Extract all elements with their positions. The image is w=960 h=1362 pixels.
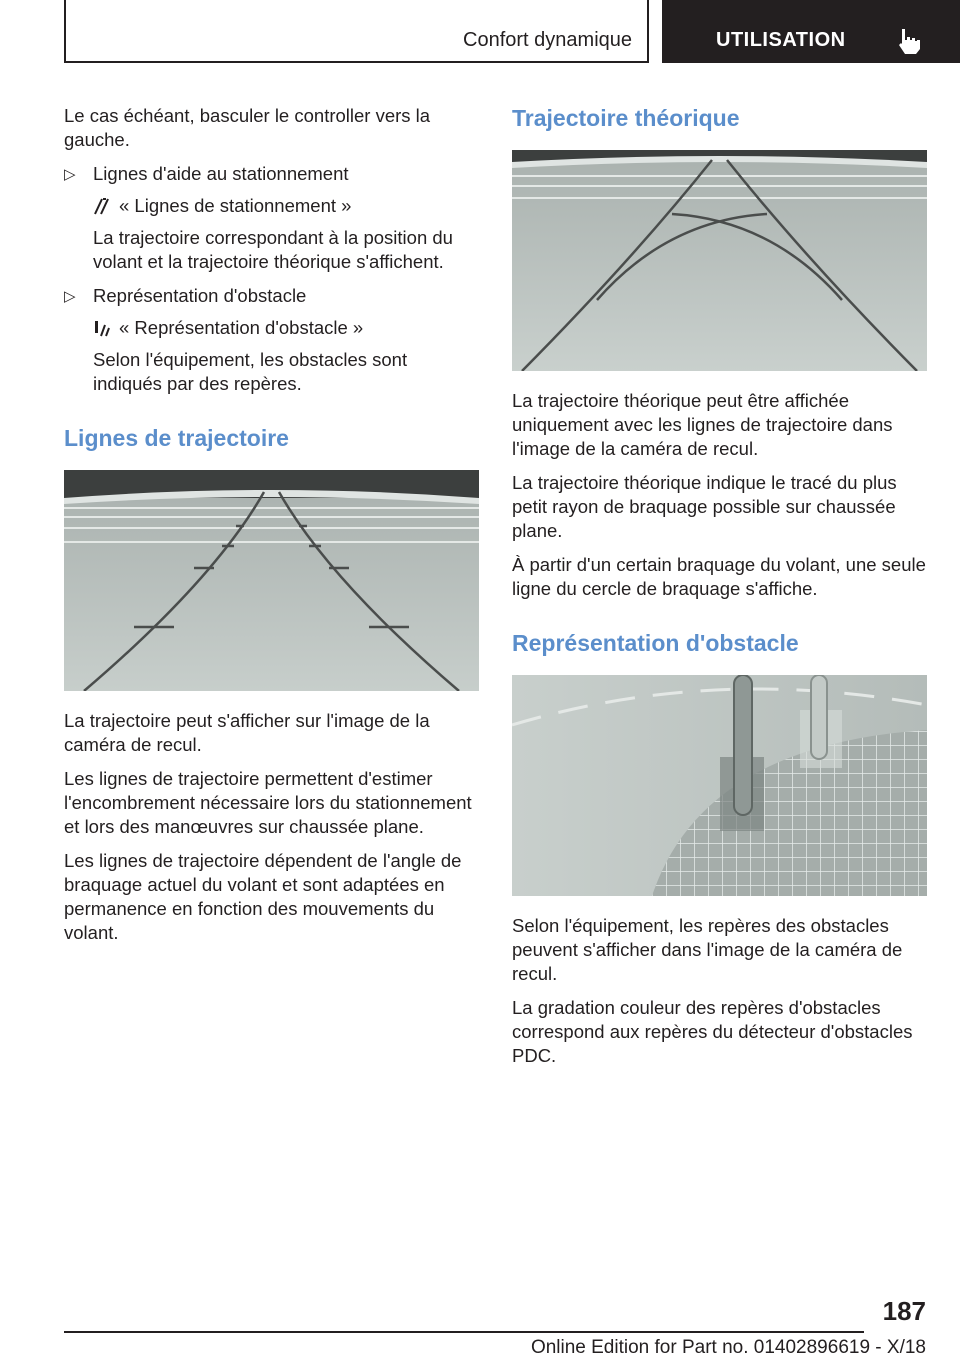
bullet-option: « Lignes de stationnement »: [119, 195, 352, 216]
bullet-parking-lines: [64, 162, 479, 274]
paragraph: La trajectoire théorique indique le tracé du plus petit rayon de braquage possible sur chaussée plane.: [512, 472, 897, 541]
left-column: [64, 104, 479, 955]
theoretical-trajectory-image: [512, 150, 927, 371]
bullet-option: « Représentation d'obstacle »: [119, 317, 364, 338]
page-number: 187: [882, 1296, 926, 1326]
obstacle-display-image: [512, 675, 927, 896]
obstacle-display-icon: [93, 319, 111, 337]
pointing-hand-icon: [896, 27, 922, 55]
paragraph: La trajectoire théorique peut être affichée uniquement avec les lignes de trajectoire dans l'image de la caméra de recul.: [512, 390, 893, 459]
triangle-bullet-icon: ▷: [64, 166, 76, 183]
paragraph: La trajectoire peut s'afficher sur l'image de la caméra de recul.: [64, 710, 430, 755]
section-title: Confort dynamique: [463, 29, 632, 51]
heading-theoretical-trajectory: Trajectoire théorique: [512, 105, 740, 131]
paragraph: Les lignes de trajectoire permettent d'estimer l'encombrement nécessaire lors du stationnement et lors des manœuvres sur chaussée plane.: [64, 768, 472, 837]
bullet-title: Lignes d'aide au stationnement: [93, 163, 349, 184]
chapter-title: UTILISATION: [716, 29, 846, 51]
bullet-obstacle-display: [64, 284, 479, 396]
footer-divider: [64, 1331, 864, 1333]
paragraph: Les lignes de trajectoire dépendent de l'angle de braquage actuel du volant et sont adaptées en permanence en fonction des mouvements du volant.: [64, 850, 462, 943]
triangle-bullet-icon: ▷: [64, 288, 76, 305]
heading-trajectory-lines: Lignes de trajectoire: [64, 425, 289, 451]
paragraph: À partir d'un certain braquage du volant, une seule ligne du cercle de braquage s'affiche.: [512, 554, 926, 599]
paragraph: La gradation couleur des repères d'obstacles correspond aux repères du détecteur d'obstacles PDC.: [512, 997, 913, 1066]
bullet-title: Représentation d'obstacle: [93, 285, 307, 306]
paragraph: Selon l'équipement, les repères des obstacles peuvent s'afficher dans l'image de la caméra de recul.: [512, 915, 903, 984]
bullet-description: Selon l'équipement, les obstacles sont indiqués par des repères.: [93, 349, 408, 394]
trajectory-lines-image: [64, 470, 479, 691]
edition-footer: Online Edition for Part no. 01402896619 - X/18: [530, 1337, 926, 1358]
heading-obstacle-display: Représentation d'obstacle: [512, 630, 799, 656]
right-column: [512, 104, 927, 1078]
parking-lines-icon: [93, 197, 111, 215]
intro-paragraph: Le cas échéant, basculer le controller vers la gauche.: [64, 105, 431, 150]
bullet-description: La trajectoire correspondant à la position du volant et la trajectoire théorique s'affichent.: [93, 227, 453, 272]
